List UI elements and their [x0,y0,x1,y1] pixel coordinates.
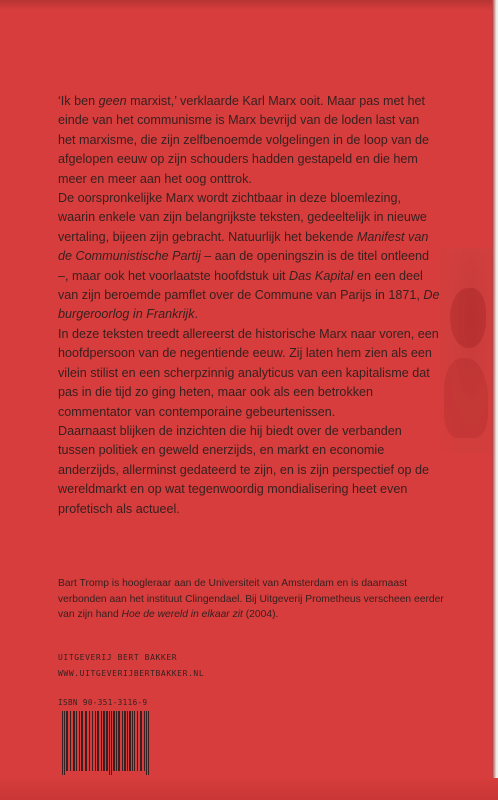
barcode-bar [95,711,96,771]
blurb-paragraph-3: In deze teksten treedt allereerst de historische Marx naar voren, een hoofdpersoon van de negentiende eeuw. Zij laten hem zien als een vilein stilist en een scherpzinnig analyticus van een kapitalisme dat pas in die tijd zo ging heten, maar ook als een betrokken commentator van contemporaine gebeurtenissen. [58,326,439,419]
publisher-info [58,650,318,682]
barcode-bar [129,711,131,771]
barcode-bar [70,711,71,771]
barcode-bar [132,711,133,771]
publisher-name: UITGEVERIJ BERT BAKKER [58,653,178,662]
blurb-paragraph-1: ‘Ik ben geen marxist,’ verklaarde Karl Marx ooit. Maar pas met het einde van het communisme is Marx bevrijd van de loden last van het marxisme, die zijn zelfbenoemde volgelingen in de loop van de afgelopen eeuw op zijn schouders hadden gestapeld en die hem meer en meer aan het oog onttrok. [58,94,430,186]
barcode-bar [116,711,117,771]
top-edge [0,0,498,10]
barcode-bar [140,711,142,771]
barcode-bar [134,711,135,771]
isbn-label: ISBN 90-351-3116-9 [58,698,148,707]
portrait-image [440,248,492,453]
barcode-bar [81,711,83,771]
page-edge [492,0,498,800]
barcode-bar [66,711,68,771]
barcode-bar [85,711,87,771]
barcode-bar [106,711,108,771]
barcode-bar [76,711,77,771]
bottom-edge [0,778,498,800]
barcode-bar [127,711,128,771]
barcode-bar [103,711,105,771]
publisher-url: WWW.UITGEVERIJBERTBAKKER.NL [58,669,205,678]
barcode-bar [109,711,110,775]
barcode-bar [64,711,65,775]
blurb-text [58,92,440,519]
barcode-bar [73,711,75,771]
barcode-bar [111,711,112,775]
barcode-bar [79,711,80,771]
blurb-paragraph-2: De oorspronkelijke Marx wordt zichtbaar in deze bloemlezing, waarin enkele van zijn belangrijkste teksten, gedeeltelijk in nieuwe vertaling, bijeen zijn gebracht. Natuurlijk het bekende Manifest van de Communistische Partij – aan de openingszin is de titel ontleend –, maar ook het voorlaatste hoofdstuk uit Das Kapital en een deel van zijn beroemde pamflet over de Commune van Parijs in 1871, De burgeroorlog in Frankrijk. [58,191,440,322]
barcode-block [58,698,170,790]
barcode-bar [62,711,63,775]
barcode-bar [118,711,120,771]
author-bio: Bart Tromp is hoogleraar aan de Universiteit van Amsterdam en is daarnaast verbonden aan het instituut Clingendael. Bij Uitgeverij Prometheus verscheen eerder van zijn hand Hoe de wereld in elkaar zit (2004). [58,578,444,620]
barcode-bar [144,711,145,771]
barcode-bar [89,711,90,771]
barcode-bar [113,711,115,771]
barcode [58,711,170,775]
barcode-bar [124,711,126,771]
barcode-bar [137,711,138,771]
blurb-paragraph-4: Daarnaast blijken de inzichten die hij biedt over de verbanden tussen politiek en geweld enerzijds, en markt en economie anderzijds, allerminst gedateerd te zijn, en is zijn perspectief op de wereldmarkt en op wat tegenwoordig mondialisering heet even profetisch als actueel. [58,423,430,516]
barcode-bar [146,711,147,775]
barcode-bar [97,711,99,771]
barcode-bar [92,711,93,771]
barcode-bar [122,711,123,771]
barcode-bar [101,711,102,771]
barcode-bar [148,711,149,775]
